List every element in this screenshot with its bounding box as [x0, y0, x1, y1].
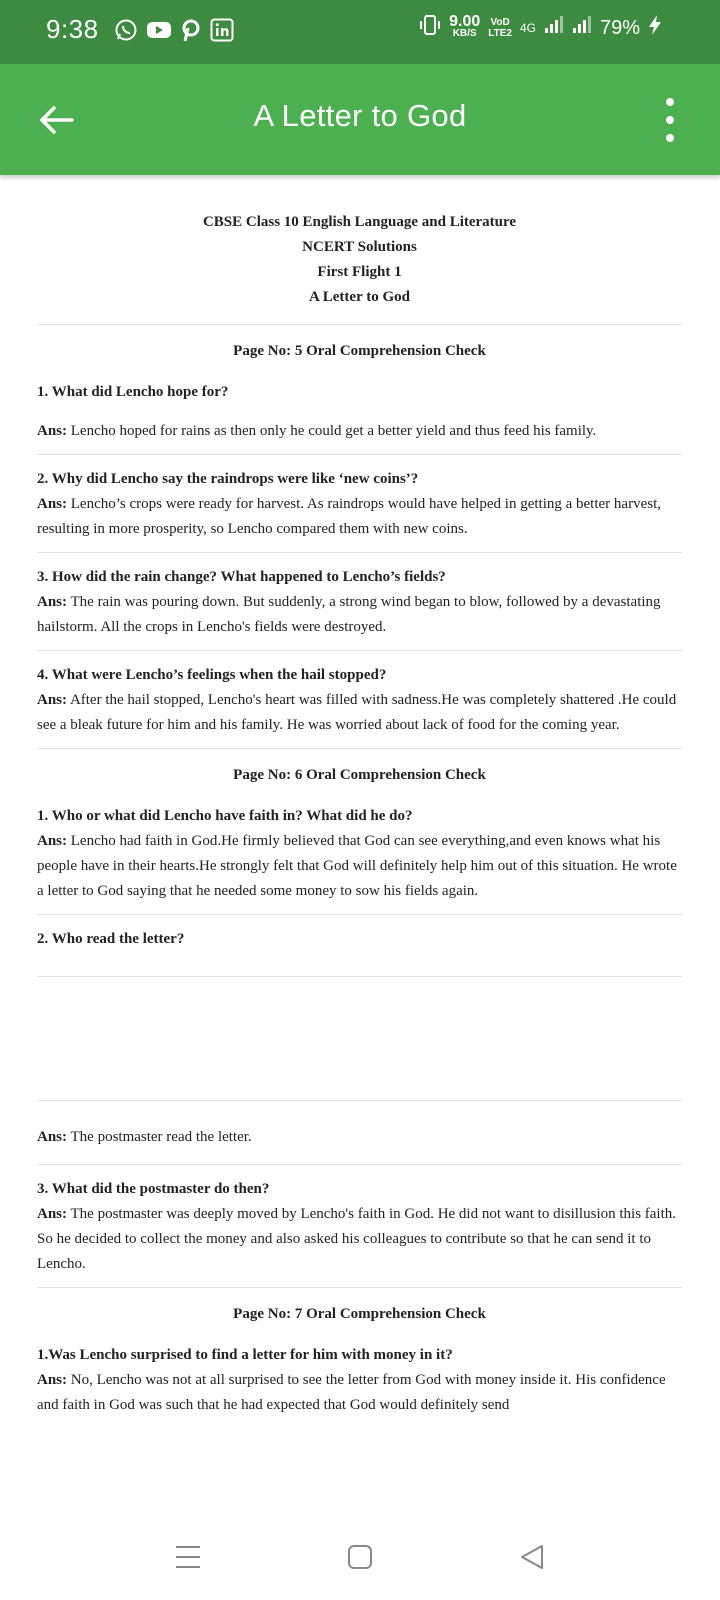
more-vert-icon-dot	[666, 98, 674, 106]
qa-item	[37, 1177, 682, 1288]
status-indicators	[419, 14, 662, 42]
answer-label: Ans:	[37, 423, 68, 439]
system-nav-bar	[0, 1515, 720, 1600]
speed-value: 9.00	[449, 13, 481, 30]
answer	[37, 688, 682, 738]
volte-indicator	[488, 17, 512, 39]
answer-text: Lencho had faith in God.He firmly believed that God can see everything,and even knows what his people have in their hearts.He strongly felt that God will definitely help him out of this situation. He wrote a letter to God saying that he needed some money to sow his fields again.	[37, 833, 677, 899]
back-nav-button[interactable]	[510, 1535, 554, 1579]
answer-label: Ans:	[37, 594, 68, 610]
network-speed	[449, 13, 481, 40]
header-line-2: NCERT Solutions	[302, 239, 417, 255]
answer	[37, 829, 682, 904]
qa-item	[37, 1101, 682, 1165]
qa-item	[37, 927, 682, 977]
answer	[37, 1202, 682, 1277]
charging-icon	[648, 14, 662, 42]
answer-label: Ans:	[37, 692, 68, 708]
page-title: A Letter to God	[253, 98, 467, 133]
answer-text: The rain was pouring down. But suddenly, a strong wind began to blow, followed by a devastating hailstorm. All the crops in Lencho's fields were destroyed.	[37, 594, 661, 635]
question: 1. What did Lencho hope for?	[37, 384, 229, 400]
header-line-3: First Flight 1	[317, 264, 402, 280]
qa-item	[37, 663, 682, 749]
qa-item	[37, 1343, 682, 1428]
menu-icon	[174, 1544, 202, 1570]
status-bar	[0, 0, 720, 64]
qa-item	[37, 565, 682, 651]
question: 2. Why did Lencho say the raindrops were like ‘new coins’?	[37, 471, 419, 487]
question: 1. Who or what did Lencho have faith in? What did he do?	[37, 808, 413, 824]
answer	[37, 419, 682, 444]
answer-text: The postmaster read the letter.	[67, 1129, 252, 1145]
answer-label: Ans:	[37, 1372, 68, 1388]
pinterest-icon	[180, 18, 202, 42]
recents-button[interactable]	[166, 1535, 210, 1579]
signal-icon-2	[572, 15, 592, 41]
article-header	[37, 175, 682, 325]
answer-text: After the hail stopped, Lencho's heart was filled with sadness.He was completely shattered .He could see a bleak future for him and his family. He was worried about lack of food for the coming year.	[37, 692, 677, 733]
answer-label: Ans:	[37, 1206, 68, 1222]
answer	[37, 590, 682, 640]
whatsapp-icon	[114, 18, 138, 42]
article-content[interactable]	[37, 175, 682, 1515]
linkedin-icon	[210, 18, 234, 42]
answer-label: Ans:	[37, 1129, 68, 1145]
more-vert-icon-dot	[666, 116, 674, 124]
question: 3. What did the postmaster do then?	[37, 1181, 270, 1197]
qa-item	[37, 804, 682, 915]
section-title: Page No: 6 Oral Comprehension Check	[233, 767, 486, 783]
volte-top: VoD	[490, 17, 510, 28]
volte-bottom: LTE2	[488, 28, 512, 39]
home-square-icon	[346, 1543, 374, 1571]
back-triangle-icon	[518, 1543, 546, 1571]
answer-text: Lencho hoped for rains as then only he could get a better yield and thus feed his family.	[67, 423, 597, 439]
question: 4. What were Lencho’s feelings when the hail stopped?	[37, 667, 387, 683]
qa-item	[37, 467, 682, 553]
answer-text: The postmaster was deeply moved by Lencho's faith in God. He did not want to disillusion this faith. So he decided to collect the money and also asked his colleagues to contribute so that he can send it to Lencho.	[37, 1206, 677, 1272]
overflow-menu-button[interactable]	[660, 98, 680, 142]
home-button[interactable]	[338, 1535, 382, 1579]
question: 3. How did the rain change? What happened to Lencho’s fields?	[37, 569, 446, 585]
signal-icon-1	[544, 15, 564, 41]
question: 2. Who read the letter?	[37, 931, 185, 947]
answer	[37, 492, 682, 542]
youtube-icon	[146, 19, 172, 41]
blank-space	[37, 977, 682, 1101]
app-bar	[0, 64, 720, 175]
answer-label: Ans:	[37, 833, 68, 849]
header-line-4: A Letter to God	[309, 289, 410, 305]
qa-item	[37, 380, 682, 455]
header-line-1: CBSE Class 10 English Language and Literature	[202, 214, 517, 230]
section-title: Page No: 5 Oral Comprehension Check	[233, 343, 486, 359]
answer-text: No, Lencho was not at all surprised to see the letter from God with money inside it. His confidence and faith in God was such that he had expected that God would definitely send	[37, 1372, 666, 1413]
more-vert-icon-dot	[666, 134, 674, 142]
speed-unit: KB/S	[452, 28, 477, 39]
network-type: 4G	[519, 21, 536, 35]
battery-percent: 79%	[599, 16, 640, 39]
answer-text: Lencho’s crops were ready for harvest. As raindrops would have helped in getting a better harvest, resulting in more prosperity, so Lencho compared them with new coins.	[37, 496, 661, 537]
status-time: 9:38	[46, 14, 99, 44]
section-title: Page No: 7 Oral Comprehension Check	[233, 1306, 486, 1322]
answer	[37, 1368, 682, 1418]
question: 1.Was Lencho surprised to find a letter for him with money in it?	[37, 1347, 453, 1363]
notification-icons	[114, 18, 234, 42]
answer-label: Ans:	[37, 496, 68, 512]
answer	[37, 1125, 682, 1150]
vibrate-icon	[419, 14, 441, 42]
